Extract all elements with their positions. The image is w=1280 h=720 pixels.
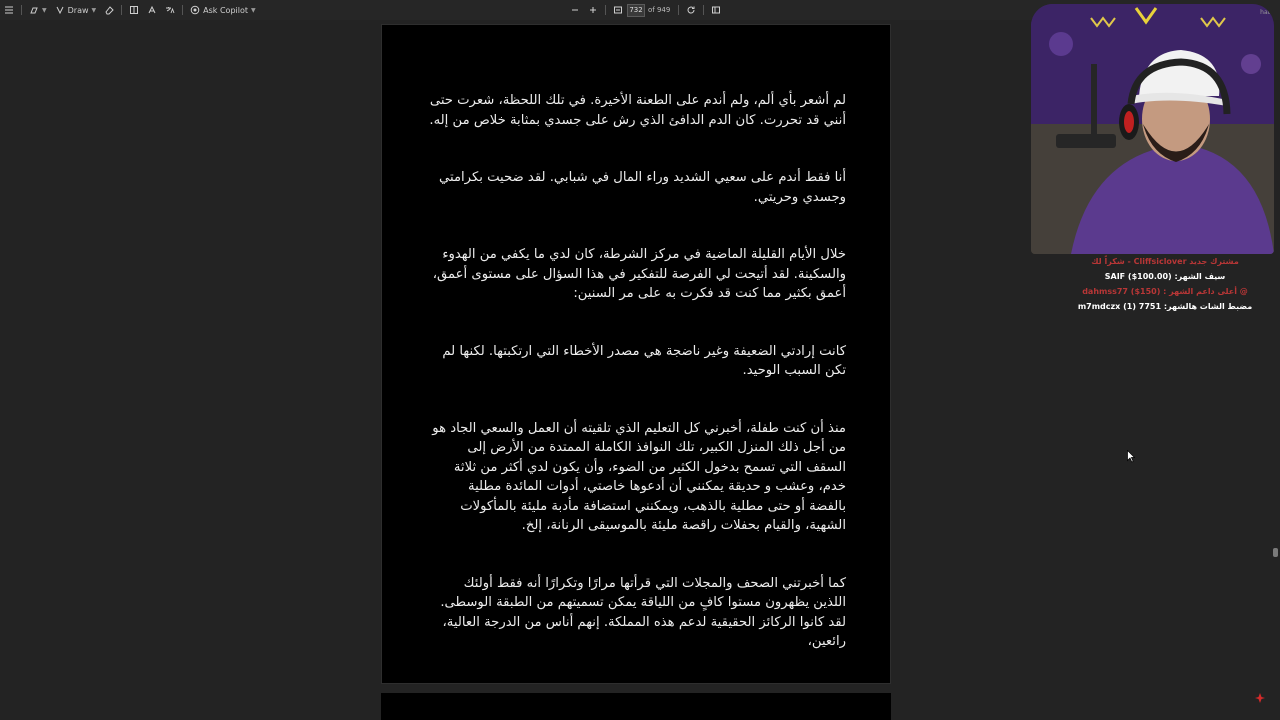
list-icon	[4, 5, 14, 15]
next-pdf-page	[381, 693, 891, 720]
ask-copilot-button[interactable]	[186, 2, 259, 18]
read-aloud-button[interactable]	[143, 2, 161, 18]
page-text	[428, 91, 846, 690]
overlay-corner-label: hat	[1260, 9, 1270, 16]
toolbar-divider	[678, 5, 679, 15]
contents-button[interactable]	[0, 2, 18, 18]
pdf-icon	[1254, 692, 1266, 704]
draw-label: Draw	[67, 5, 89, 15]
minus-icon	[570, 5, 580, 15]
highlight-button[interactable]	[25, 2, 51, 18]
page-number-input[interactable]	[627, 4, 645, 17]
toolbar-divider	[605, 5, 606, 15]
page-view-button[interactable]	[125, 2, 143, 18]
fit-page-icon	[613, 5, 623, 15]
page-total: of 949	[648, 6, 671, 14]
pdf-page	[381, 24, 891, 684]
mouse-cursor-icon	[1127, 450, 1135, 463]
two-page-view-button[interactable]	[707, 2, 725, 18]
overlay-line: سيف الشهر: SAIF ($100.00)	[1104, 272, 1226, 281]
toolbar-divider	[703, 5, 704, 15]
toolbar-divider	[21, 5, 22, 15]
zoom-out-button[interactable]	[566, 2, 584, 18]
pen-icon	[55, 5, 65, 15]
overlay-line: مضبط الشات هالشهر: m7mdczx (1) 7751	[1077, 302, 1253, 311]
chevron-down-icon: ▼	[91, 6, 97, 14]
plus-icon	[588, 5, 598, 15]
translate-button[interactable]	[161, 2, 179, 18]
paragraph: خلال الأيام القليلة الماضية في مركز الشرطة، كان لدي ما يكفي من الهدوء والسكينة. لقد أتيحت لي الفرصة للتفكير في هذا السؤال على مستوى أعمق، أعمق بكثير مما كنت قد فكرت به على مر السنين:	[432, 247, 846, 301]
copilot-icon	[190, 5, 200, 15]
highlighter-icon	[29, 5, 39, 15]
two-page-icon	[711, 5, 721, 15]
chevron-down-icon: ▼	[42, 6, 47, 14]
translate-icon	[165, 5, 175, 15]
overlay-line: @ أعلى داعم الشهر : dahmss77 ($150)	[1082, 287, 1248, 296]
paragraph: لم أشعر بأي ألم، ولم أندم على الطعنة الأخيرة. في تلك اللحظة، شعرت حتى أنني قد تحررت. كان الدم الدافئ الذي رش على جسدي بمثابة خلاص من إله.	[429, 93, 846, 128]
eraser-icon	[104, 5, 114, 15]
streamer-figure-icon	[1031, 4, 1274, 254]
rotate-button[interactable]	[682, 2, 700, 18]
paragraph: كانت إرادتي الضعيفة وغير ناضجة هي مصدر الأخطاء التي ارتكبتها. لكنها لم تكن السبب الوحيد.	[442, 343, 846, 378]
streamer-webcam	[1031, 4, 1274, 254]
zoom-in-button[interactable]	[584, 2, 602, 18]
toolbar-divider	[182, 5, 183, 15]
draw-button[interactable]	[51, 2, 101, 18]
page-view-icon	[129, 5, 139, 15]
scrollbar-thumb[interactable]	[1273, 548, 1278, 557]
read-aloud-icon	[147, 5, 157, 15]
erase-button[interactable]	[100, 2, 118, 18]
paragraph: كما أخبرتني الصحف والمجلات التي قرأتها مرارًا وتكرارًا أنه فقط أولئك اللذين يظهرون مستوا كافٍ من اللياقة يمكن تسميتهم من الطبقة الوسطى. لقد كانوا الركائز الحقيقية لدعم هذه المملكة. إنهم أناس من الدرجة العالية، رائعين،	[440, 575, 846, 649]
stream-stats-overlay	[1060, 254, 1270, 314]
page-navigation	[566, 2, 725, 18]
paragraph: منذ أن كنت طفلة، أخبرني كل التعليم الذي تلقيته أن العمل والسعي الجاد هو من أجل ذلك المنزل الكبير، تلك النوافذ الكاملة الممتدة من الأرض إلى السقف التي تسمح بدخول الكثير من الضوء، وأن يكون لدي أكثر من ثلاثة خدم، وعشب و حديقة يمكنني أن أدعوها خاصتي، أدوات المائدة مطلية بالفضة أو حتى مطلية بالذهب، ويمكنني استضافة مأدبة مليئة بالمأكولات الشهية، والقيام بحفلات راقصة مليئة بالموسيقى الرنانة، إلخ.	[432, 420, 846, 533]
chevron-down-icon: ▼	[251, 6, 256, 14]
paragraph: أنا فقط أندم على سعيي الشديد وراء المال في شبابي. لقد ضحيت بكرامتي وجسدي وحريتي.	[438, 170, 846, 205]
ask-copilot-label: Ask Copilot	[203, 5, 249, 15]
overlay-line: مشترك جديد Cliffsiclover - شكراً لك	[1091, 257, 1239, 266]
toolbar-divider	[121, 5, 122, 15]
rotate-icon	[686, 5, 696, 15]
fit-page-button[interactable]	[609, 2, 627, 18]
